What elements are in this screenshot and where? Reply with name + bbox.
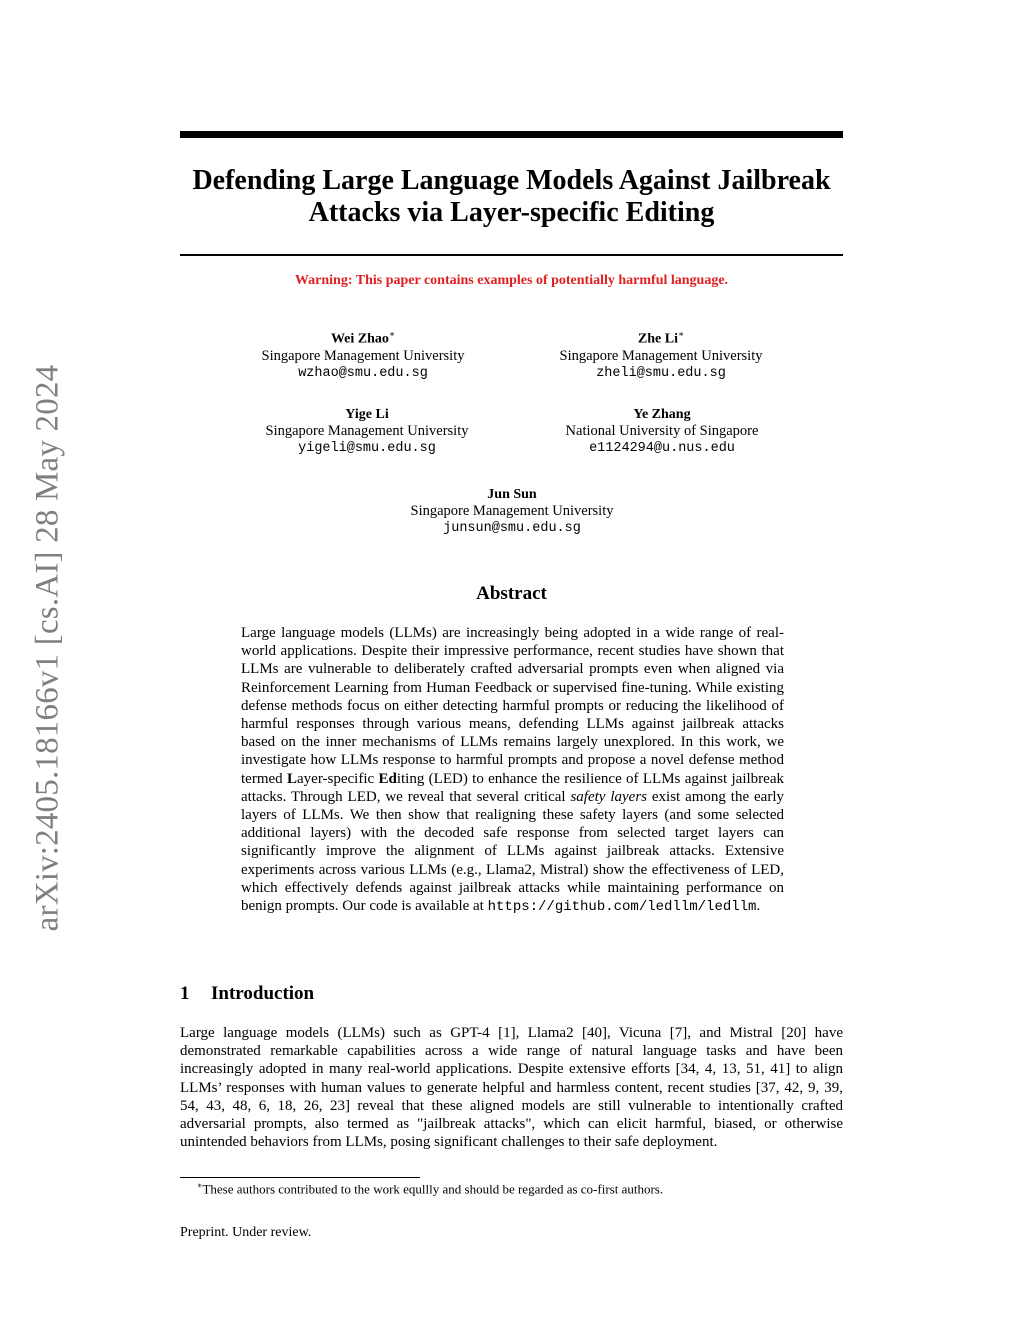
section-heading: 1 Introduction [180, 983, 315, 1004]
author-name: Jun Sun [487, 487, 537, 502]
author-affiliation: Singapore Management University [410, 503, 614, 519]
preprint-note: Preprint. Under review. [180, 1225, 312, 1240]
author-name: Zhe Li∗ [637, 329, 685, 347]
author-affiliation: Singapore Management University [559, 347, 763, 364]
footnote: ∗These authors contributed to the work equllly and should be regarded as co-first authors. [197, 1181, 664, 1197]
intro-paragraph: Large language models (LLMs) such as GPT-4 [1], Llama2 [40], Vicuna [7], and Mistral [20] have demonstrated remarkable capabilities across a wide range of natural language tasks and have been increasingly adopted in many real-world applications. Despite extensive efforts [34, 4, 13, 51, 41] to align LLMs’ responses with human values to generate helpful and harmless content, recent studies [37, 42, 9, 39, 54, 43, 48, 6, 18, 26, 23] reveal that these aligned models are still vulnerable to intentionally crafted adversarial prompts, also termed as "jailbreak attacks", which can elicit harmful, biased, or otherwise unintended behaviors from LLMs, posing significant challenges to their safe deployment. [180, 1025, 843, 1151]
author-email[interactable]: wzhao@smu.edu.sg [298, 365, 428, 381]
author-block [213, 326, 513, 382]
abstract-body: Large language models (LLMs) are increasingly being adopted in a wide range of real-world applications. Despite their impressive performance, recent studies have shown that LLMs are vulnerable to deliberately crafted adversarial prompts even when aligned via Reinforcement Learning from Human Feedback or supervised fine-tuning. While existing defense methods focus on either detecting harmful prompts or reducing the likelihood of harmful responses through various means, defending LLMs against jailbreak attacks based on the inner mechanisms of LLMs remains largely unexplored. In this work, we investigate how LLMs response to harmful prompts and propose a novel defense method termed Layer-specific Editing (LED) to enhance the resilience of LLMs against jailbreak attacks. Through LED, we reveal that several critical safety layers exist among the early layers of LLMs. We then show that realigning these safety layers (and some selected additional layers) with the decoded safe response from selected target layers can significantly improve the alignment of LLMs against jailbreak attacks. Extensive experiments across various LLMs (e.g., Llama2, Mistral) show the effectiveness of LED, which effectively defends against jailbreak attacks while maintaining performance on benign prompts. Our code is available at https://github.com/ledllm/ledllm. [241, 625, 784, 916]
author-name: Ye Zhang [633, 407, 691, 422]
author-name: Yige Li [345, 407, 389, 422]
author-block [512, 406, 812, 457]
author-block [217, 406, 517, 457]
author-block [362, 486, 662, 537]
title-line-2: Attacks via Layer-specific Editing [308, 197, 715, 228]
author-block [511, 326, 811, 382]
paper-title [180, 165, 843, 229]
author-email[interactable]: e1124294@u.nus.edu [589, 441, 735, 456]
arxiv-stamp: arXiv:2405.18166v1 [cs.AI] 28 May 2024 [29, 364, 66, 932]
author-email[interactable]: zheli@smu.edu.sg [596, 365, 726, 381]
footnote-rule [180, 1177, 420, 1178]
author-affiliation: Singapore Management University [261, 347, 465, 364]
author-affiliation: Singapore Management University [265, 423, 469, 439]
code-link[interactable]: https://github.com/ledllm/ledllm [487, 899, 757, 916]
author-email[interactable]: yigeli@smu.edu.sg [298, 441, 436, 456]
abstract-heading: Abstract [476, 583, 547, 604]
author-affiliation: National University of Singapore [565, 423, 759, 439]
author-name: Wei Zhao∗ [330, 329, 396, 347]
title-line-1: Defending Large Language Models Against Jailbreak [192, 165, 831, 196]
title-top-rule [180, 131, 843, 138]
author-email[interactable]: junsun@smu.edu.sg [443, 521, 581, 536]
content-warning: Warning: This paper contains examples of potentially harmful language. [294, 273, 729, 288]
title-bottom-rule [180, 254, 843, 256]
